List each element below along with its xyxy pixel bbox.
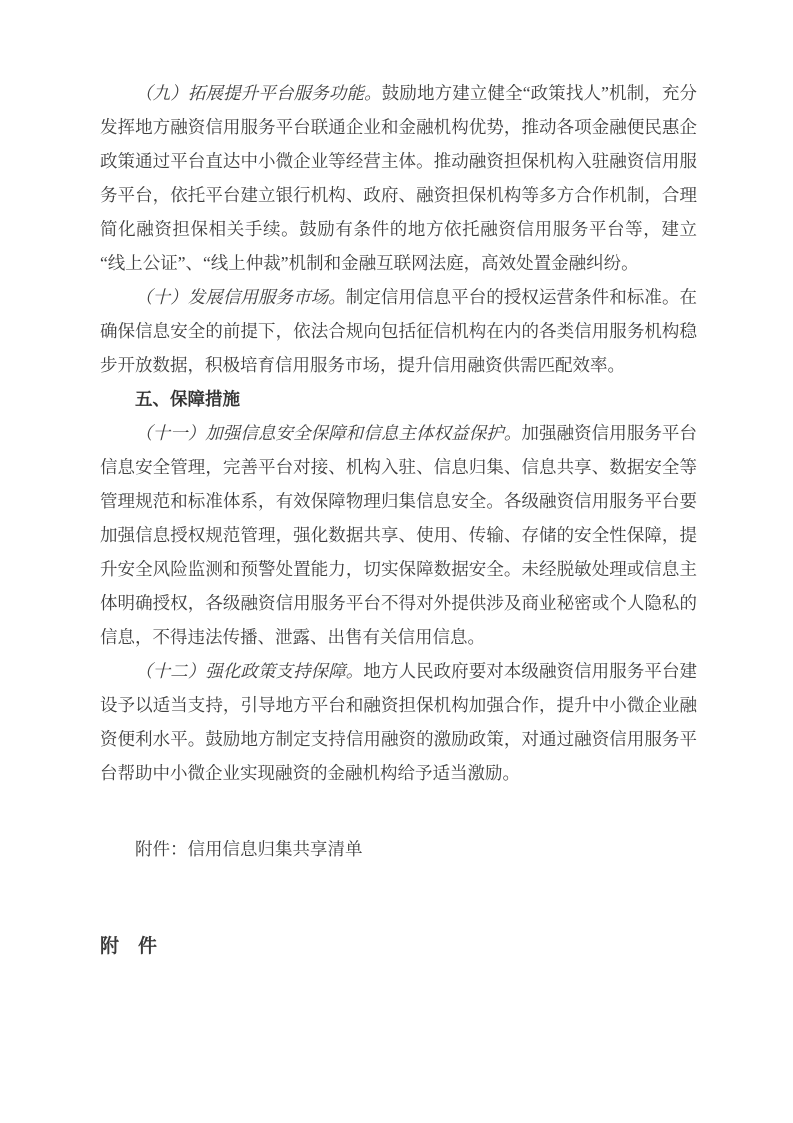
paragraph-item-9	[100, 76, 697, 280]
paragraph-lead: （十二）强化政策支持保障。	[135, 661, 364, 681]
paragraph-lead: （九）拓展提升平台服务功能。	[135, 83, 382, 103]
paragraph-body: 地方人民政府要对本级融资信用服务平台建设予以适当支持，引导地方平台和融资担保机构加强合作，提升中小微企业融资便利水平。鼓励地方制定支持信用融资的激励政策，对通过融资信用服务平台帮助中小微企业实现融资的金融机构给予适当激励。	[100, 661, 698, 783]
paragraph-lead: （十一）加强信息安全保障和信息主体权益保护。	[135, 423, 522, 443]
paragraph-body: 鼓励地方建立健全“政策找人”机制，充分发挥地方融资信用服务平台联通企业和金融机构优势，推动各项金融便民惠企政策通过平台直达中小微企业等经营主体。推动融资担保机构入驻融资信用服务平台，依托平台建立银行机构、政府、融资担保机构等多方合作机制，合理简化融资担保相关手续。鼓励有条件的地方依托融资信用服务平台等，建立“线上公证”、“线上仲裁”机制和金融互联网法庭，高效处置金融纠纷。	[100, 83, 697, 273]
paragraph-body: 加强融资信用服务平台信息安全管理，完善平台对接、机构入驻、信息归集、信息共享、数据安全等管理规范和标准体系，有效保障物理归集信息安全。各级融资信用服务平台要加强信息授权规范管理，强化数据共享、使用、传输、存储的安全性保障，提升安全风险监测和预警处置能力，切实保障数据安全。未经脱敏处理或信息主体明确授权，各级融资信用服务平台不得对外提供涉及商业秘密或个人隐私的信息，不得违法传播、泄露、出售有关信用信息。	[100, 423, 698, 647]
paragraph-lead: （十）发展信用服务市场。	[135, 287, 346, 307]
attachment-heading: 附 件	[100, 936, 158, 957]
section-heading: 五、保障措施	[135, 389, 240, 409]
paragraph-body: 制定信用信息平台的授权运营条件和标准。在确保信息安全的前提下，依法合规向包括征信机构在内的各类信用服务机构稳步开放数据，积极培育信用服务市场，提升信用融资供需匹配效率。	[100, 287, 698, 375]
paragraph-item-12	[100, 654, 697, 790]
paragraph-item-10	[100, 280, 697, 382]
attachment-note: 附件：信用信息归集共享清单	[135, 839, 363, 859]
paragraph-item-11	[100, 416, 697, 654]
